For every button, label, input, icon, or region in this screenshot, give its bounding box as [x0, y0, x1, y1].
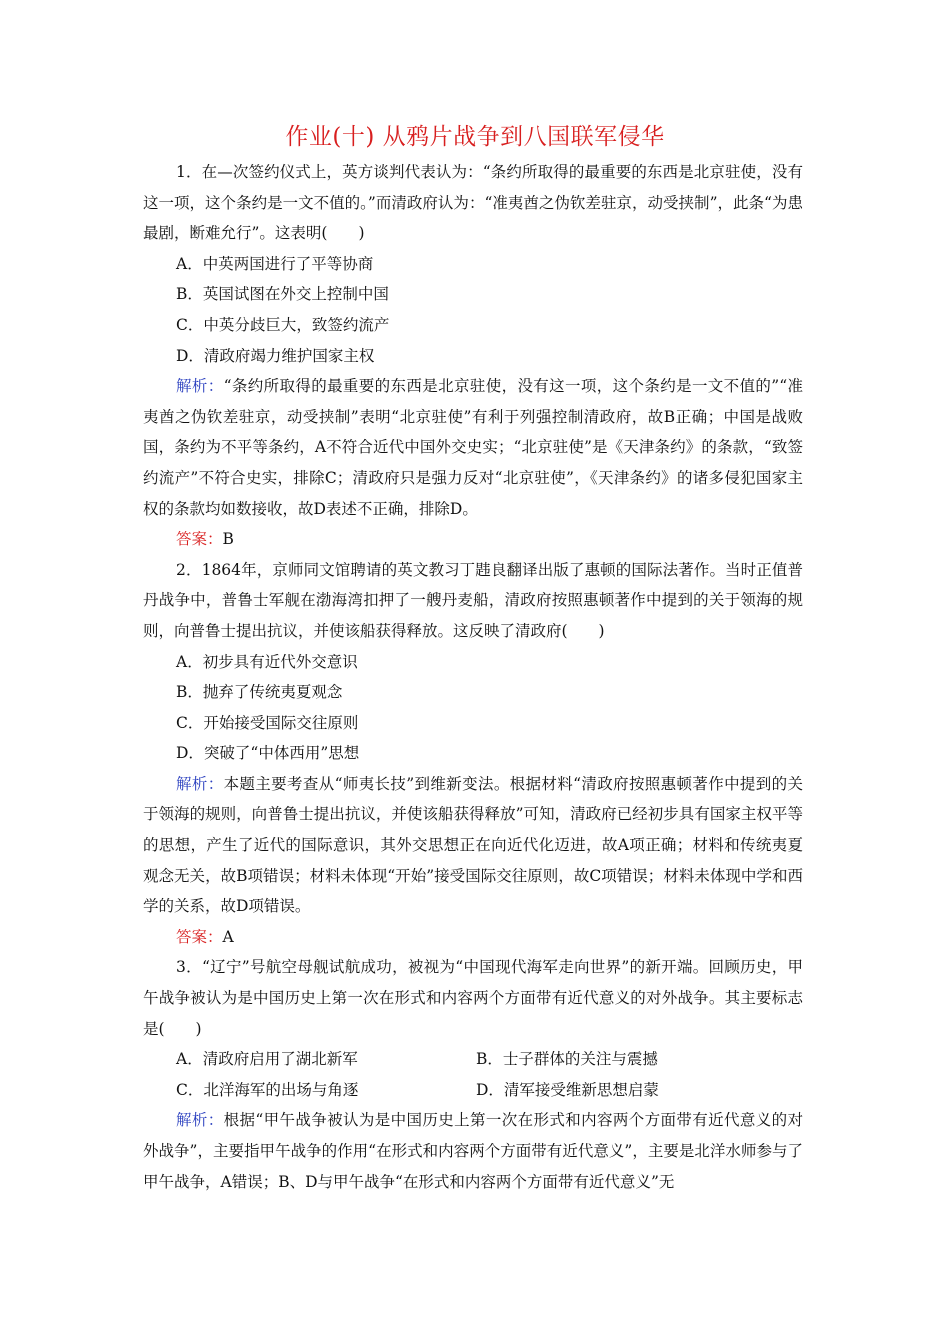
page-title: 作业(十) 从鸦片战争到八国联军侵华 — [285, 124, 665, 150]
answer-value: B — [222, 530, 234, 549]
analysis — [143, 371, 803, 524]
answer-label: 答案： — [176, 927, 223, 946]
analysis-label: 解析： — [176, 1111, 224, 1130]
answer-value: A — [222, 927, 234, 946]
question-1 — [143, 157, 803, 555]
option-row — [143, 1044, 803, 1075]
option-a: A．中英两国进行了平等协商 — [176, 254, 374, 273]
question-stem: 1．在—次签约仪式上，英方谈判代表认为：“条约所取得的最重要的东西是北京驻使，没有这一项，这个条约是一文不值的。”而清政府认为：“准夷酋之伪钦差驻京，动受挟制”，此条“为患最剧，断难允行”。这表明( ) — [143, 163, 803, 243]
option-c: C．中英分歧巨大，致签约流产 — [176, 315, 390, 334]
answer-label: 答案： — [176, 530, 223, 549]
analysis-text: 本题主要考查从“师夷长技”到维新变法。根据材料“清政府按照惠顿著作中提到的关于领海的规则，向普鲁士提出抗议，并使该船获得释放”可知，清政府已经初步具有国家主权平等的思想，产生了近代的国际意识，其外交思想正在向近代化迈进，故A项正确；材料和传统夷夏观念无关，故B项错误；材料未体现“开始”接受国际交往原则，故C项错误；材料未体现中学和西学的关系，故D项错误。 — [143, 774, 803, 916]
analysis — [143, 1105, 803, 1197]
analysis — [143, 769, 803, 922]
analysis-text: 根据“甲午战争被认为是中国历史上第一次在形式和内容两个方面带有近代意义的对外战争”，主要指甲午战争的作用“在形式和内容两个方面带有近代意义”，主要是北洋水师参与了甲午战争，A错误；B、D与甲午战争“在形式和内容两个方面带有近代意义”无 — [143, 1111, 803, 1191]
option-b: B．抛弃了传统夷夏观念 — [176, 683, 343, 702]
option-d: D．突破了“中体西用”思想 — [176, 744, 360, 763]
option-c: C．北洋海军的出场与角逐 — [176, 1080, 359, 1099]
analysis-text: “条约所取得的最重要的东西是北京驻使，没有这一项，这个条约是一文不值的”“准夷酋之伪钦差驻京，动受挟制”表明“北京驻使”有利于列强控制清政府，故B正确；中国是战败国，条约为不平等条约，A不符合近代中国外交史实；“北京驻使”是《天津条约》的条款，“致签约流产”不符合史实，排除C；清政府只是强力反对“北京驻使”，《天津条约》的诸多侵犯国家主权的条款均如数接收，故D表述不正确，排除D。 — [143, 377, 803, 518]
question-stem: 2．1864年，京师同文馆聘请的英文教习丁韪良翻译出版了惠顿的国际法著作。当时正值普丹战争中，普鲁士军舰在渤海湾扣押了一艘丹麦船，清政府按照惠顿著作中提到的关于领海的规则，向普鲁士提出抗议，并使该船获得释放。这反映了清政府( ) — [143, 560, 803, 640]
analysis-label: 解析： — [176, 774, 224, 793]
question-2 — [143, 555, 803, 953]
option-a: A．清政府启用了湖北新军 — [176, 1050, 358, 1069]
option-c: C．开始接受国际交往原则 — [176, 713, 359, 732]
option-b: B．英国试图在外交上控制中国 — [176, 285, 389, 304]
option-row — [143, 1075, 803, 1106]
analysis-label: 解析： — [176, 377, 224, 396]
option-d: D．清军接受维新思想启蒙 — [476, 1080, 659, 1099]
document-body — [143, 157, 803, 1197]
question-stem: 3．“辽宁”号航空母舰试航成功，被视为“中国现代海军走向世界”的新开端。回顾历史，甲午战争被认为是中国历史上第一次在形式和内容两个方面带有近代意义的对外战争。其主要标志是( ) — [143, 958, 803, 1038]
option-a: A．初步具有近代外交意识 — [176, 652, 358, 671]
answer — [143, 922, 803, 953]
question-3 — [143, 952, 803, 1197]
option-d: D．清政府竭力维护国家主权 — [176, 346, 375, 365]
option-b: B．士子群体的关注与震撼 — [476, 1050, 658, 1069]
answer — [143, 524, 803, 555]
